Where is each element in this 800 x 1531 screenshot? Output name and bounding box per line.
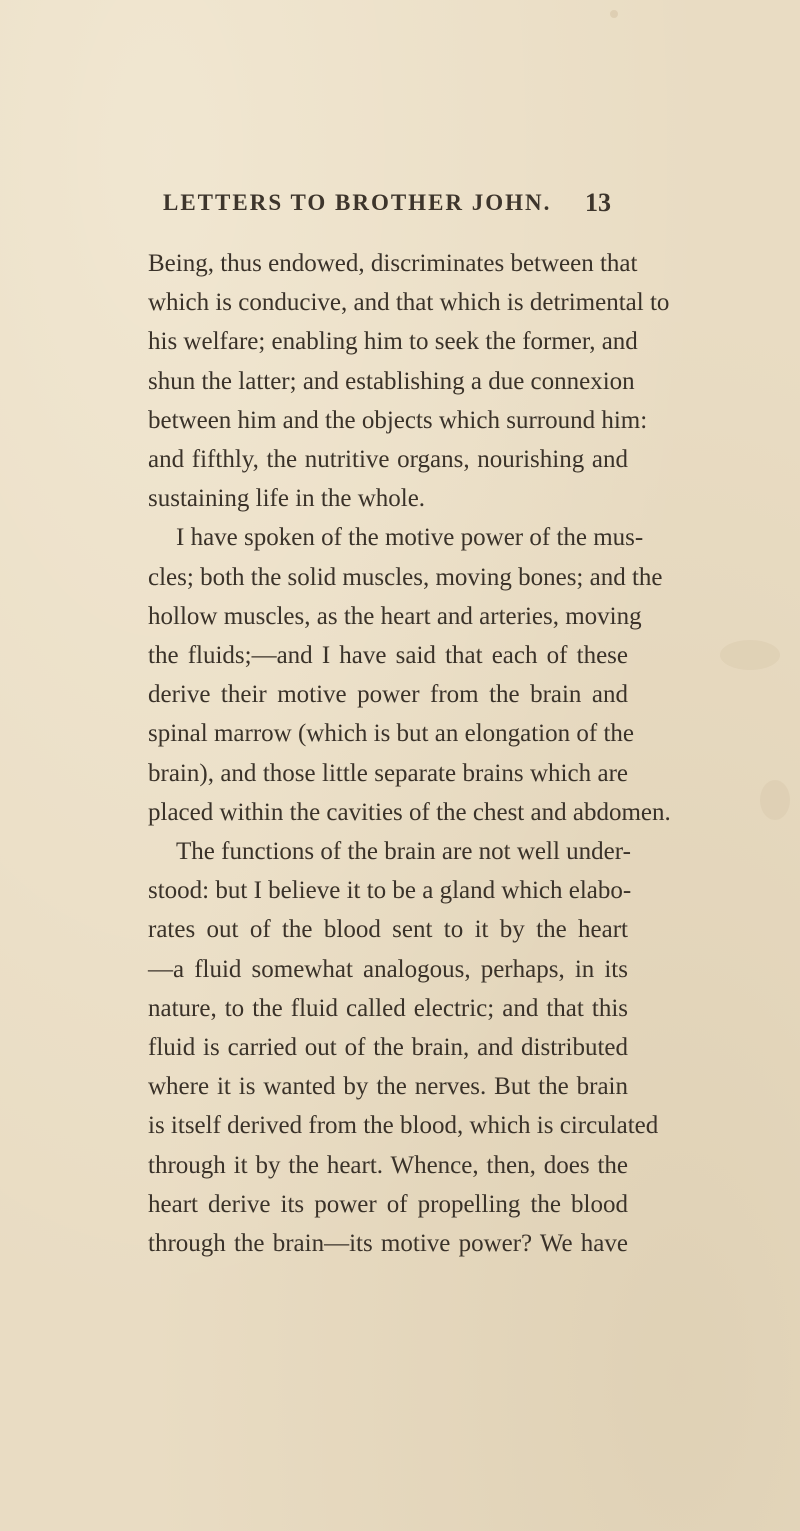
text-line bbox=[148, 285, 670, 321]
text-line bbox=[148, 1187, 628, 1223]
text-line bbox=[148, 1226, 628, 1262]
text-line bbox=[148, 560, 663, 596]
text-line bbox=[176, 520, 644, 556]
text-line-content: heart derive its power of propelling the blood bbox=[148, 1190, 628, 1218]
text-line-content: brain), and those little separate brains which are bbox=[148, 759, 628, 787]
text-line-content: The functions of the brain are not well under- bbox=[176, 838, 631, 865]
running-title: LETTERS TO BROTHER JOHN. bbox=[163, 190, 552, 215]
text-line bbox=[148, 246, 638, 282]
text-line-content: cles; both the solid muscles, moving bones; and the bbox=[148, 563, 663, 591]
text-line bbox=[148, 952, 628, 988]
text-line bbox=[148, 638, 628, 674]
text-line-content: I have spoken of the motive power of the mus- bbox=[176, 524, 644, 552]
text-line-content: shun the latter; and establishing a due connexion bbox=[148, 367, 635, 395]
text-line-content: hollow muscles, as the heart and arteries, moving bbox=[148, 602, 642, 630]
text-line-content: —a fluid somewhat analogous, perhaps, in its bbox=[148, 955, 628, 983]
paper-stain bbox=[610, 10, 618, 18]
text-line-content: rates out of the blood sent to it by the heart bbox=[148, 916, 628, 944]
text-line-content: derive their motive power from the brain and bbox=[148, 681, 628, 709]
text-line bbox=[148, 677, 628, 713]
text-line bbox=[148, 1069, 628, 1105]
text-line bbox=[148, 324, 638, 360]
paper-stain bbox=[720, 640, 780, 670]
paper-stain bbox=[760, 780, 790, 820]
page-number: 13 bbox=[585, 188, 611, 217]
text-line bbox=[148, 481, 628, 517]
text-line-content: stood: but I believe it to be a gland which elabo- bbox=[148, 877, 632, 905]
text-line bbox=[148, 442, 628, 478]
text-line-content: which is conducive, and that which is detrimental to bbox=[148, 289, 670, 317]
text-line bbox=[148, 795, 671, 831]
text-line-content: fluid is carried out of the brain, and distributed bbox=[148, 1034, 628, 1061]
text-line bbox=[148, 403, 648, 439]
page-header bbox=[163, 186, 623, 226]
text-line bbox=[148, 364, 635, 400]
text-line bbox=[148, 991, 628, 1027]
text-line bbox=[148, 873, 632, 909]
text-line bbox=[148, 912, 628, 948]
text-line-content: the fluids;—and I have said that each of these bbox=[148, 642, 628, 669]
text-line-content: through the brain—its motive power? We have bbox=[148, 1230, 628, 1257]
text-line-content: and fifthly, the nutritive organs, nourishing and bbox=[148, 446, 628, 473]
text-line-content: spinal marrow (which is but an elongation of the bbox=[148, 720, 634, 748]
text-line bbox=[148, 1148, 628, 1184]
text-line-content: Being, thus endowed, discriminates between that bbox=[148, 250, 638, 277]
text-line-content: his welfare; enabling him to seek the former, and bbox=[148, 328, 638, 356]
text-line-content: between him and the objects which surround him: bbox=[148, 406, 648, 434]
text-line bbox=[148, 716, 634, 752]
text-line-content: is itself derived from the blood, which is circulated bbox=[148, 1112, 659, 1140]
text-line-content: nature, to the fluid called electric; and that this bbox=[148, 994, 628, 1022]
text-line bbox=[148, 599, 642, 635]
text-line bbox=[148, 1108, 659, 1144]
text-line bbox=[148, 1030, 628, 1066]
text-line-content: sustaining life in the whole. bbox=[148, 485, 426, 513]
text-line bbox=[148, 756, 628, 792]
text-line-content: where it is wanted by the nerves. But the brain bbox=[148, 1073, 628, 1101]
text-line-content: placed within the cavities of the chest and abdomen. bbox=[148, 798, 671, 826]
text-line-content: through it by the heart. Whence, then, does the bbox=[148, 1151, 628, 1179]
text-line bbox=[176, 834, 631, 870]
